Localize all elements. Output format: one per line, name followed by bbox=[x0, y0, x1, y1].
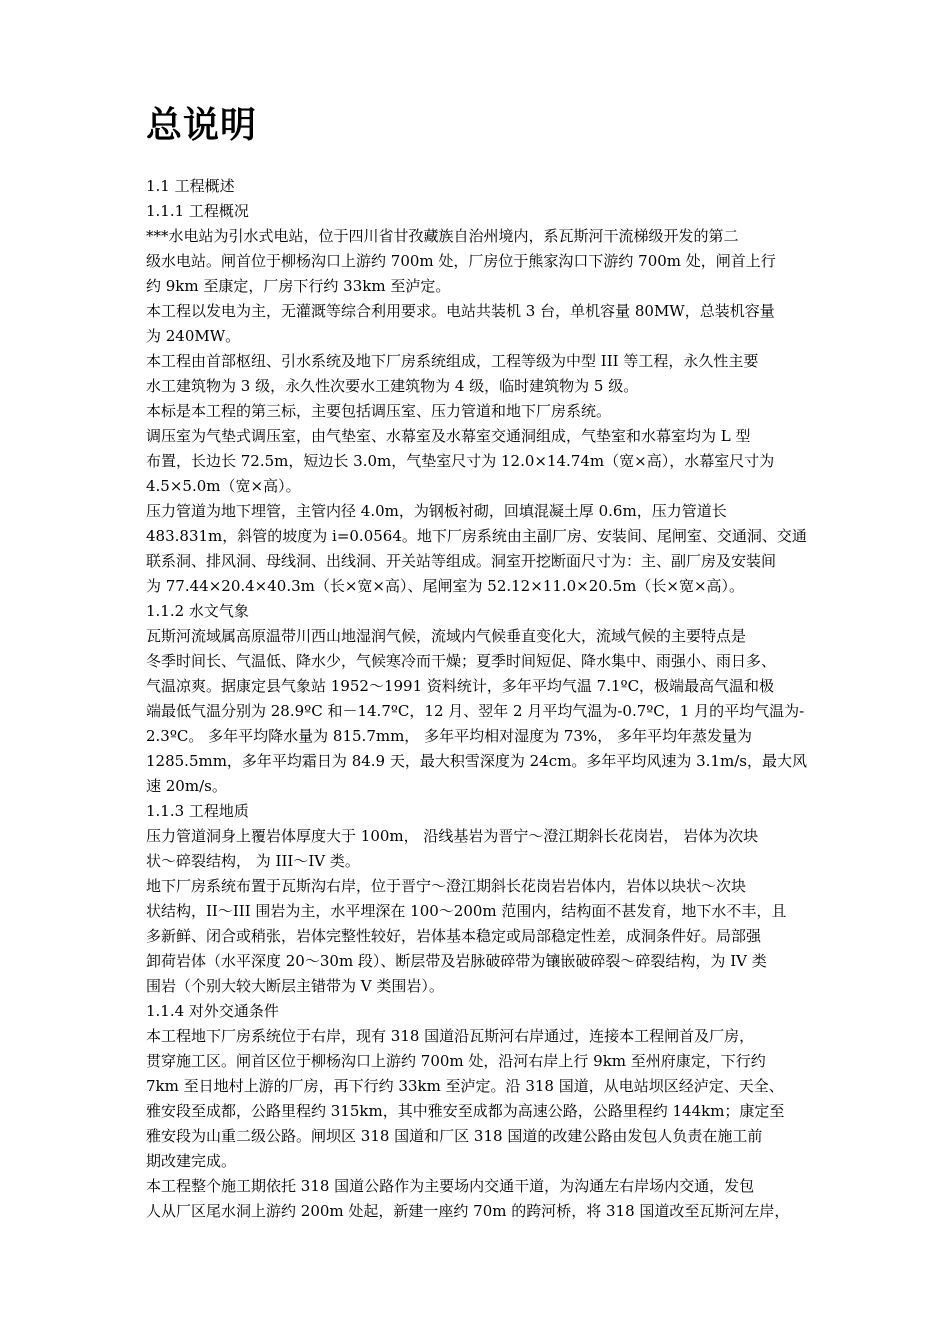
paragraph-line: 围岩（个别大较大断层主错带为 V 类围岩）。 bbox=[146, 977, 444, 995]
paragraph-line: 期改建完成。 bbox=[146, 1152, 237, 1170]
paragraph bbox=[146, 424, 814, 499]
paragraph-line: ***水电站为引水式电站，位于四川省甘孜藏族自治州境内，系瓦斯河干流梯级开发的第二 bbox=[146, 227, 739, 245]
paragraph-line: 1285.5mm，多年平均霜日为 84.9 天，最大积雪深度为 24cm。多年平均风速为 3.1m/s，最大风 bbox=[146, 752, 807, 770]
paragraph-line: 冬季时间长、气温低、降水少，气候寒冷而干燥；夏季时间短促、降水集中、雨强小、雨日多、 bbox=[146, 652, 777, 670]
paragraph-line: 4.5×5.0m（宽×高）。 bbox=[146, 477, 301, 495]
paragraph-line: 483.831m，斜管的坡度为 i=0.0564。地下厂房系统由主副厂房、安装间、尾闸室、交通洞、交通 bbox=[146, 527, 807, 545]
paragraph-line: 布置，长边长 72.5m，短边长 3.0m，气垫室尺寸为 12.0×14.74m（宽×高），水幕室尺寸为 bbox=[146, 452, 775, 470]
paragraph-line: 速 20m/s。 bbox=[146, 777, 227, 795]
paragraph-line: 本工程地下厂房系统位于右岸，现有 318 国道沿瓦斯河右岸通过，连接本工程闸首及厂房， bbox=[146, 1027, 755, 1045]
section-heading: 1.1.1 工程概况 bbox=[146, 202, 249, 220]
paragraph-line: 状结构，II～III 围岩为主，水平埋深在 100～200m 范围内，结构面不甚发育，地下水不丰，且 bbox=[146, 902, 787, 920]
paragraph-line: 本工程以发电为主，无灌溉等综合利用要求。电站共装机 3 台，单机容量 80MW，总装机容量 bbox=[146, 302, 775, 320]
document-title: 总说明 bbox=[146, 105, 258, 146]
document-body bbox=[146, 174, 814, 1224]
paragraph-line: 7km 至日地村上游的厂房，再下行约 33km 至泸定。沿 318 国道，从电站坝区经泸定、天全、 bbox=[146, 1077, 784, 1095]
paragraph-line: 多新鲜、闭合或稍张，岩体完整性较好，岩体基本稳定或局部稳定性差，成洞条件好。局部强 bbox=[146, 927, 762, 945]
paragraph-line: 气温凉爽。据康定县气象站 1952～1991 资料统计，多年平均气温 7.1ºC，极端最高气温和极 bbox=[146, 677, 775, 695]
paragraph bbox=[146, 349, 814, 399]
paragraph-line: 端最低气温分别为 28.9ºC 和－14.7ºC，12 月、翌年 2 月平均气温为-0.7ºC，1 月的平均气温为- bbox=[146, 702, 805, 720]
paragraph-line: 2.3ºC。 多年平均降水量为 815.7mm， 多年平均相对湿度为 73%， 多年平均年蒸发量为 bbox=[146, 727, 752, 745]
section-heading: 1.1.4 对外交通条件 bbox=[146, 1002, 279, 1020]
paragraph-line: 联系洞、排风洞、母线洞、出线洞、开关站等组成。洞室开挖断面尺寸为：主、副厂房及安装间 bbox=[146, 552, 777, 570]
paragraph-line: 人从厂区尾水洞上游约 200m 处起，新建一座约 70m 的跨河桥，将 318 国道改至瓦斯河左岸， bbox=[146, 1202, 790, 1220]
paragraph bbox=[146, 624, 814, 799]
paragraph-line: 为 240MW。 bbox=[146, 327, 241, 345]
paragraph bbox=[146, 874, 814, 999]
paragraph bbox=[146, 824, 814, 874]
paragraph-line: 水工建筑物为 3 级，永久性次要水工建筑物为 4 级，临时建筑物为 5 级。 bbox=[146, 377, 639, 395]
paragraph-line: 约 9km 至康定，厂房下行约 33km 至泸定。 bbox=[146, 277, 451, 295]
paragraph-line: 压力管道为地下埋管，主管内径 4.0m，为钢板衬砌，回填混凝土厚 0.6m，压力管道长 bbox=[146, 502, 727, 520]
paragraph-line: 地下厂房系统布置于瓦斯沟右岸，位于晋宁～澄江期斜长花岗岩岩体内，岩体以块状～次块 bbox=[146, 877, 747, 895]
paragraph-line: 调压室为气垫式调压室，由气垫室、水幕室及水幕室交通洞组成，气垫室和水幕室均为 L 型 bbox=[146, 427, 751, 445]
paragraph-line: 压力管道洞身上覆岩体厚度大于 100m， 沿线基岩为晋宁～澄江期斜长花岗岩， 岩体为次块 bbox=[146, 827, 759, 845]
paragraph-line: 贯穿施工区。闸首区位于柳杨沟口上游约 700m 处，沿河右岸上行 9km 至州府康定，下行约 bbox=[146, 1052, 766, 1070]
paragraph-line: 级水电站。闸首位于柳杨沟口上游约 700m 处，厂房位于熊家沟口下游约 700m 处，闸首上行 bbox=[146, 252, 776, 270]
paragraph-line: 雅安段为山重二级公路。闸坝区 318 国道和厂区 318 国道的改建公路由发包人负责在施工前 bbox=[146, 1127, 763, 1145]
paragraph bbox=[146, 224, 814, 299]
paragraph-line: 为 77.44×20.4×40.3m（长×宽×高）、尾闸室为 52.12×11.0×20.5m（长×宽×高）。 bbox=[146, 577, 745, 595]
paragraph bbox=[146, 1024, 814, 1174]
section-heading: 1.1.3 工程地质 bbox=[146, 802, 249, 820]
paragraph-line: 瓦斯河流域属高原温带川西山地湿润气候，流域内气候垂直变化大，流域气候的主要特点是 bbox=[146, 627, 747, 645]
paragraph bbox=[146, 399, 814, 424]
paragraph-line: 本工程由首部枢纽、引水系统及地下厂房系统组成，工程等级为中型 III 等工程，永久性主要 bbox=[146, 352, 759, 370]
paragraph bbox=[146, 299, 814, 349]
section-heading: 1.1.2 水文气象 bbox=[146, 602, 249, 620]
document-page bbox=[146, 0, 814, 1224]
paragraph-line: 状～碎裂结构， 为 III～IV 类。 bbox=[146, 852, 360, 870]
paragraph-line: 雅安段至成都，公路里程约 315km，其中雅安至成都为高速公路，公路里程约 144km；康定至 bbox=[146, 1102, 785, 1120]
paragraph bbox=[146, 1174, 814, 1224]
paragraph-line: 本标是本工程的第三标，主要包括调压室、压力管道和地下厂房系统。 bbox=[146, 402, 612, 420]
section-heading: 1.1 工程概述 bbox=[146, 177, 235, 195]
paragraph bbox=[146, 499, 814, 599]
paragraph-line: 卸荷岩体（水平深度 20～30m 段）、断层带及岩脉破碎带为镶嵌破碎裂～碎裂结构，为 IV 类 bbox=[146, 952, 767, 970]
paragraph-line: 本工程整个施工期依托 318 国道公路作为主要场内交通干道，为沟通左右岸场内交通，发包 bbox=[146, 1177, 755, 1195]
